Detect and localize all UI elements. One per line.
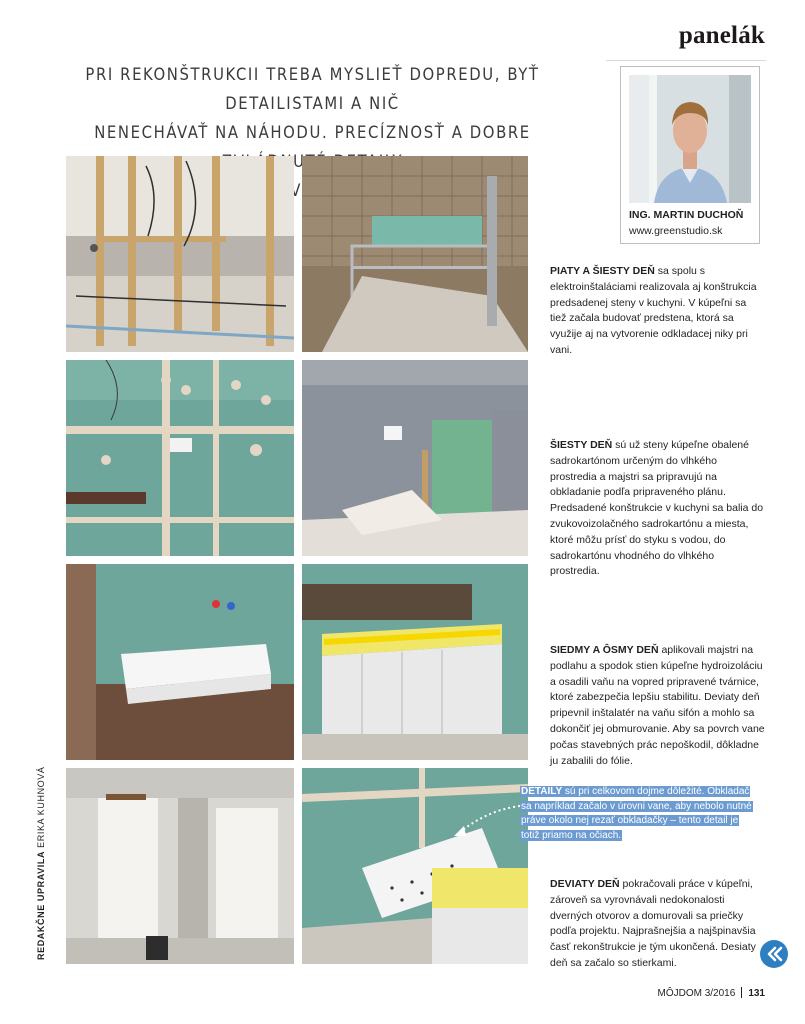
editor-credit-label: REDAKČNE UPRAVILA — [36, 850, 46, 960]
photo-green-drywall — [66, 360, 294, 556]
photo-door-openings — [66, 768, 294, 964]
magazine-issue: MÔJDOM 3/2016 — [657, 988, 736, 999]
caption-text: aplikovali majstri na podlahu a spodok stien kúpeľne hydroizoláciu a osadili vaňu na vopred pripravené tvárnice, ktoré zabezpečia lepšiu stabilitu. Deviaty deň pripevnil inštalatér na vaňu sifón a mohlo sa dokončiť jej obmurovanie. Aby sa povrch vane počas stavebných prác nepoškodil, dôkladne ju zabalili do fólie. — [550, 644, 765, 767]
caption-text: pokračovali práce v kúpeľni, zároveň sa vyrovnávali nedokonalosti dverných otvorov a domurovali sa priečky podľa projektu. Najprašnejšia a najšpinavšia časť rekonštrukcie je tým ukončená. Desiaty deň sa začalo so stierkami. — [550, 878, 756, 969]
photo-bathtub-installed — [66, 564, 294, 760]
photo-grey-drywall-room — [302, 360, 528, 556]
caption-lead: DEVIATY DEŇ — [550, 878, 620, 890]
page-number: 131 — [748, 988, 765, 999]
caption-day-6 — [550, 438, 765, 580]
editor-credit-name: ERIKA KUHNOVÁ — [36, 766, 46, 848]
caption-lead: PIATY A ŠIESTY DEŇ — [550, 265, 655, 277]
callout-highlight — [520, 786, 753, 841]
photo-framing-wiring — [66, 156, 294, 352]
section-divider — [606, 60, 766, 61]
author-name: ING. MARTIN DUCHOŇ — [629, 209, 744, 221]
pull-quote-line: NENECHÁVAŤ NA NÁHODU. PRECÍZNOSŤ A DOBRE — [94, 123, 531, 142]
caption-text: sa spolu s elektroinštaláciami realizovala aj konštrukcia predsadenej steny v kuchyni. V kúpeľni sa tiež začala budovať predstena, ktorá sa využije aj na vytvorenie odkladacej niky pri vani. — [550, 265, 757, 356]
editor-credit — [36, 767, 46, 960]
author-box — [620, 66, 760, 244]
page-footer — [658, 987, 766, 999]
caption-text: sú už steny kúpeľne obalené sadrokartónom určeným do vlhkého prostredia a majstri sa pripravujú na obkladanie podľa pripraveného plánu. Predsadené konštrukcie v kuchyni sa balia do zvukovoizolačného sadrokartónu a miesta, ktoré môžu prísť do styku s vodou, do sadrokartónu vhodného do vlhkého prostredia. — [550, 439, 764, 578]
section-tag: panelák — [678, 22, 765, 49]
photo-bath-prewall — [302, 156, 528, 352]
author-website-link[interactable]: www.greenstudio.sk — [629, 225, 723, 237]
callout-arrow-icon — [448, 800, 528, 840]
caption-day-5-6 — [550, 264, 765, 359]
caption-lead: SIEDMY A ÔSMY DEŇ — [550, 644, 659, 656]
caption-lead: ŠIESTY DEŇ — [550, 439, 613, 451]
callout-lead: DETAILY — [521, 786, 563, 797]
details-callout — [520, 785, 758, 843]
double-chevron-left-icon[interactable] — [760, 940, 788, 968]
caption-day-9 — [550, 877, 765, 972]
caption-day-7-8 — [550, 643, 765, 769]
footer-separator — [741, 987, 742, 998]
callout-text: sú pri celkovom dojme dôležité. Obkladač sa napríklad začalo v úrovni vane, aby nebolo nutné práve okolo nej rezať obkladačky – tento detail je totiž priamo na očiach. — [521, 786, 752, 841]
pull-quote-line: PRI REKONŠTRUKCII TREBA MYSLIEŤ DOPREDU, BYŤ DETAILISTAMI A NIČ — [85, 65, 540, 113]
author-portrait — [629, 75, 751, 203]
photo-bathtub-wrapped — [302, 564, 528, 760]
photo-tiling-start — [302, 768, 528, 964]
pull-quote-line: ŠIKOVNÝCH — [249, 181, 350, 200]
